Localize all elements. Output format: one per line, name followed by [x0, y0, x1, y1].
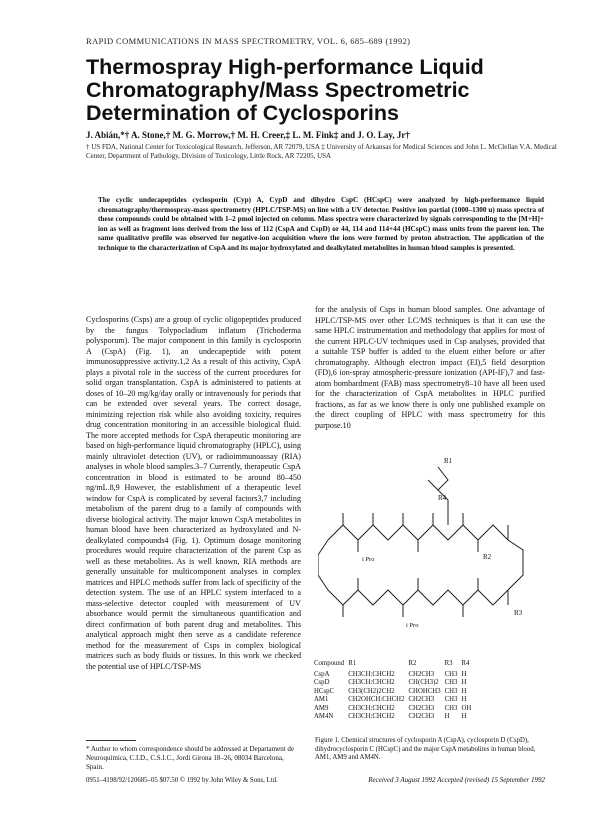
authors: J. Abián,*† A. Stone,† M. G. Morrow,† M. H. Creer,‡ L. M. Fink‡ and J. O. Lay, Jr† [86, 130, 410, 140]
r4-label: R4 [438, 494, 447, 502]
running-head: RAPID COMMUNICATIONS IN MASS SPECTROMETRY, VOL. 6, 685–689 (1992) [86, 36, 411, 46]
cell: CspD [314, 679, 330, 686]
ipro-label: i Pro [362, 556, 375, 563]
cell: CH2CH3 [408, 670, 435, 678]
cell: H [461, 670, 467, 678]
footnote: * Author to whom correspondence should be addressed at Departament de Neuroquímica, C.I.D., C.S.I.C., Jordi Girona 18–26, 08034 Barcelona, Spain. [86, 745, 294, 771]
cell: OH [461, 704, 472, 712]
table-row [312, 679, 473, 688]
cell: CH3(CH2)2CH2 [348, 687, 395, 695]
header-r3: R3 [444, 660, 453, 667]
cell: CH3 [444, 696, 458, 703]
cell: CH3 [444, 687, 458, 695]
cell: AM9 [314, 704, 329, 712]
copyright: 0951–4198/92/120685–05 $07.50 © 1992 by John Wiley & Sons, Ltd. [86, 777, 278, 784]
cell: AM1 [314, 696, 329, 703]
cell: CH2CH3 [408, 696, 435, 703]
r3-label: R3 [514, 609, 523, 617]
cell: H [461, 713, 467, 720]
cell: CH2CH3 [408, 713, 435, 720]
cell: CH3 [444, 704, 458, 712]
header-r1: R1 [348, 660, 357, 667]
table-row [312, 696, 473, 705]
cell: H [461, 679, 467, 686]
cell: CH3CH:CHCH2 [348, 679, 395, 686]
r1-label: R1 [444, 457, 453, 465]
cell: CH3CH:CHCH2 [348, 704, 395, 712]
compound-table-header [312, 660, 473, 671]
cell: CH2CH3 [408, 704, 435, 712]
cell: CH3CH:CHCH2 [348, 670, 395, 678]
r2-label: R2 [483, 553, 492, 561]
affiliations: † US FDA, National Center for Toxicological Research, Jefferson, AR 72079, USA ‡ University of Arkansas for Medical Sciences and John L. McClellan V.A. Medical Center, Department of Pathology, Division of Toxicology, Little Rock, AR 72205, USA [86, 143, 557, 160]
figure-caption: Figure 1. Chemical structures of cyclosporin A (CspA), cyclosporin D (CspD), dihydrocyclosporin C (HCspC) and the major CspA metabolites in human blood, AM1, AM9 and AM4N. [315, 737, 536, 761]
abstract: The cyclic undecapeptides cyclosporin (Cyp) A, CypD and dihydro CspC (HCspC) were analyzed by high-performance liquid chromatography/thermospray-mass spectrometry (HPLC/TSP-MS) on line with a UV detector. Positive ion partial (1000–1300 u) mass spectra of these compounds could be obtained with 1–2 pmol injected on column. Mass spectra were characterized by signals corresponding to the [M+H]+ ion as well as fragment ions derived from the loss of 112 (CspA and CspD) or 44, 114 and 114+44 (HCspC) mass units from the parent ion. The same qualitative profile was observed for negative-ion acquisition where the ions were formed by proton abstraction. The application of the technique to the characterization of CspA and its major hydroxylated and dealkylated metabolites in human blood samples is presented. [98, 196, 544, 252]
cell: AM4N [314, 713, 334, 720]
received-dates: Received 3 August 1992 Accepted (revised) 15 September 1992 [368, 776, 545, 784]
table-row [312, 688, 473, 697]
compound-table [312, 660, 473, 722]
table-row [312, 705, 473, 714]
header-compound: Compound [314, 660, 345, 667]
header-r4: R4 [461, 660, 470, 667]
paper-title: Thermospray High-performance Liquid Chromatography/Mass Spectrometric Determination of Cyclosporins [86, 55, 484, 125]
ipro-label-2: i Pro [406, 622, 419, 629]
body-text-left: Cyclosporins (Csps) are a group of cyclic oligopeptides produced by the fungus Tolypocladium inflatum (Trichoderma polysporum). The major component in this family is cyclosporin A (CspA) (Fig. 1), an undecapeptide with potent immunosuppressive activity.1,2 As a result of this activity, CspA plays a pivotal role in the success of the current procedures for solid organ transplantation. CspA is administered to patients at doses of 10–20 mg/kg/day orally or intravenously for periods that can be extended over several years. The correct dosage, minimizing rejection risk while also avoiding toxicity, requires drug concentration monitoring in an accessible biological fluid. The more accepted methods for CspA therapeutic monitoring are based on high-performance liquid chromatography (HPLC), using mainly ultraviolet detection (UV), or radioimmunoassay (RIA) analyses in whole blood samples.3–7 Currently, therapeutic CspA concentration in blood is estimated to be around 80–450 ng/mL.8,9 However, the establishment of a therapeutic level window for CspA is complicated by several factors3,7 including metabolism of the parent drug to a family of compounds with diverse biological activity. The major known CspA metabolites in human blood have been characterized as hydroxylated and N-dealkylated compounds4 (Fig. 1). Optimum dosage monitoring procedures would require characterization of the parent Csp as well as these metabolites. As is well known, RIA methods are generally unsuitable for multicomponent analyses in complex matrices and HPLC methods suffer from lack of specificity of the detection system. The use of an HPLC system interfaced to a mass-selective detector coupled with measurement of UV absorbance would permit the simultaneous quantification and direct confirmation of both parent drug and metabolites. This analytical approach might then serve as a candidate reference method for the measurement of Csps in complex biological matrices such as body fluids or tissues. In this work we checked the potential use of HPLC/TSP-MS [86, 315, 301, 671]
cyclosporin-structure [318, 455, 543, 650]
cell: H [461, 687, 467, 695]
header-r2: R2 [408, 660, 417, 667]
cell: CH3 [444, 679, 458, 686]
cell: CH2OHCH:CHCH2 [348, 696, 405, 703]
cell: CH3CH:CHCH2 [348, 713, 395, 720]
cell: CH(CH3)2 [408, 679, 439, 686]
cell: CspA [314, 670, 330, 678]
cell: H [444, 713, 450, 720]
table-row [312, 671, 473, 680]
cell: H [461, 696, 467, 703]
body-text-right: for the analysis of Csps in human blood samples. One advantage of HPLC/TSP-MS over other LC/MS techniques is that it can use the same HPLC instrumentation and methodology that applies for most of the current HPLC-UV techniques used in Csp analyses, provided that a suitable TSP buffer is added to the eluent either before or after chromatography. Although electron impact (EI),5 field desorption (FD),6 ion-spray atmospheric-pressure ionization (API-IF),7 and fast-atom bombardment (FAB) mass spectrometry8–10 have all been used for the characterization of CspA metabolites in HPLC purified fractions, as far as we know there is only one published example on the direct coupling of HPLC with mass spectrometry for this purpose.10 [315, 305, 545, 430]
footnote-rule [86, 740, 136, 741]
table-row [312, 713, 473, 722]
cell: HCspC [314, 687, 335, 695]
cell: CHOHCH3 [408, 687, 441, 695]
cell: CH3 [444, 670, 458, 678]
